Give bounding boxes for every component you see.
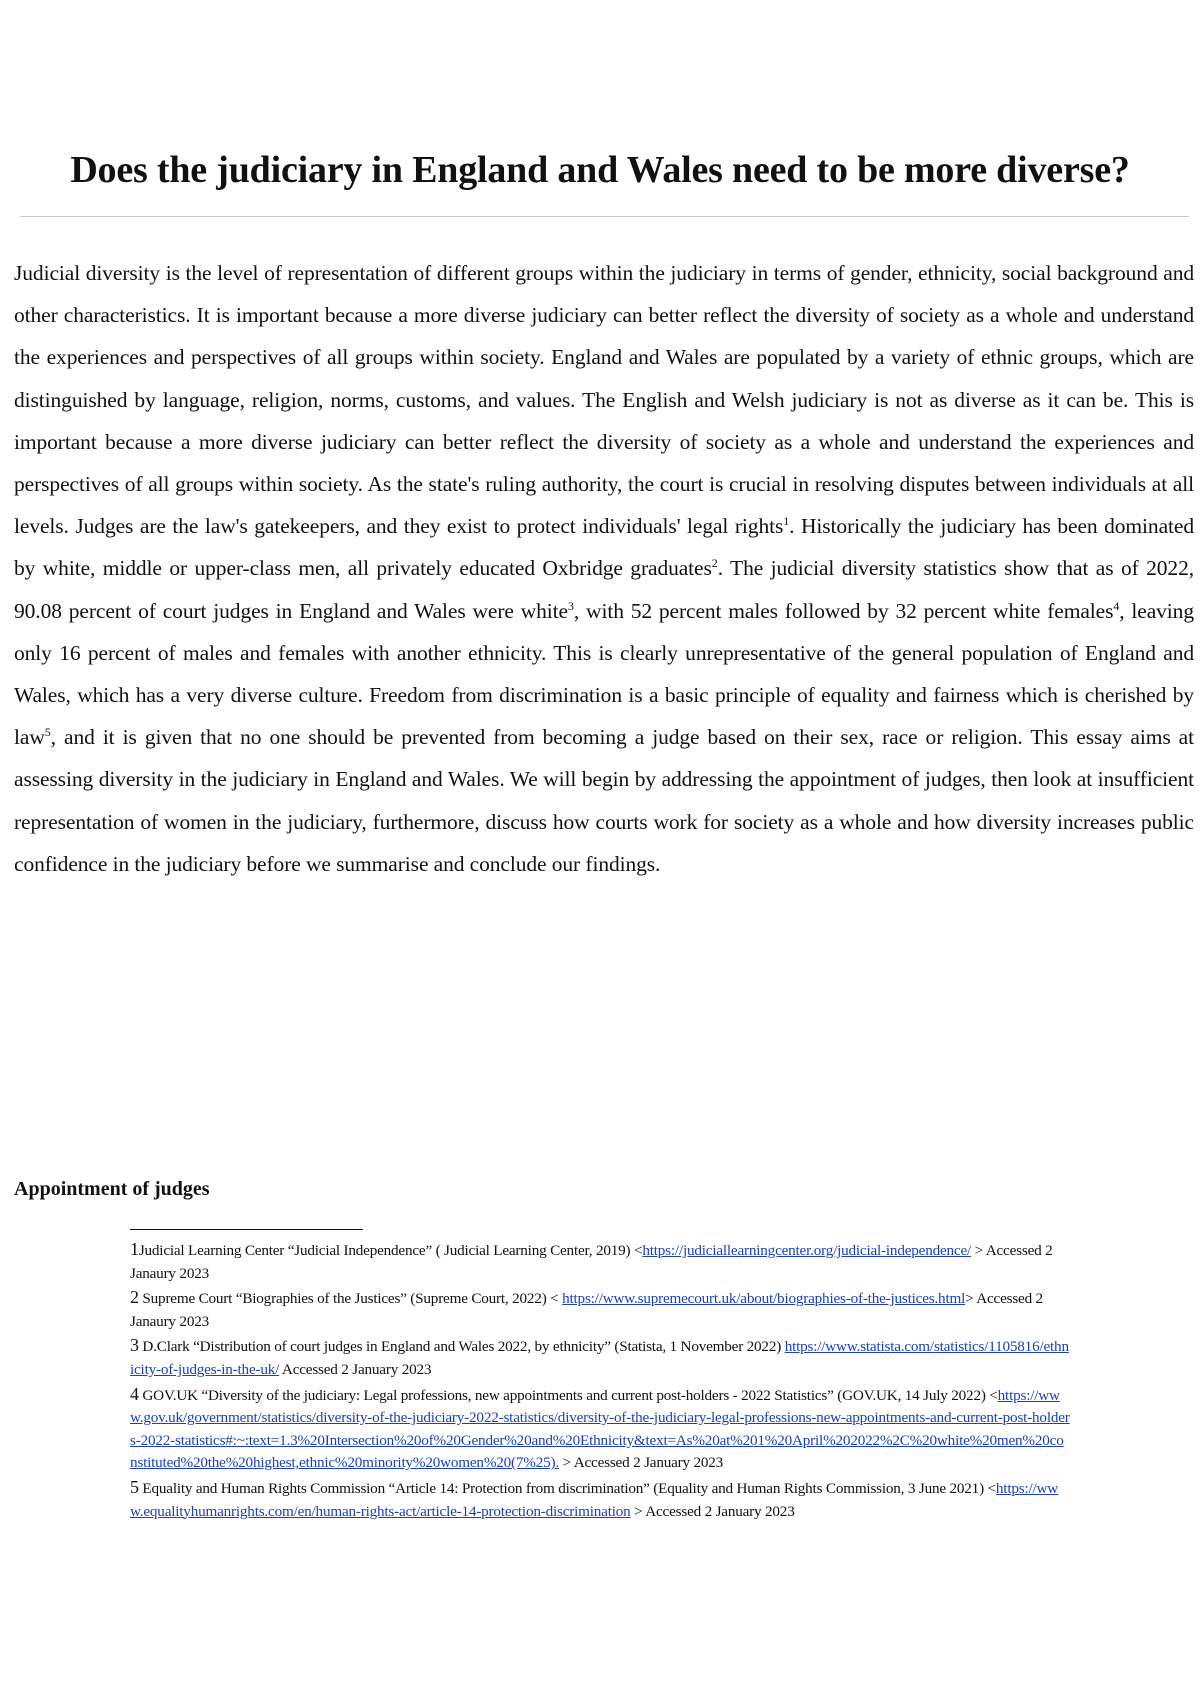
footnote-ref-5[interactable]: 5 <box>44 725 51 740</box>
body-text-segment: , with 52 percent males followed by 32 percent white females <box>573 598 1114 623</box>
footnote-number: 3 <box>130 1335 139 1356</box>
footnote-item <box>130 1238 1070 1285</box>
footnote-item <box>130 1476 1070 1523</box>
body-text-segment: Judicial diversity is the level of representation of different groups within the judiciary in terms of gender, ethnicity, social background and other characteristics. It is important because a more diverse judiciary can better reflect the diversity of society as a whole and understand the experiences and perspectives of all groups within society. England and Wales are populated by a variety of ethnic groups, which are distinguished by language, religion, norms, customs, and values. The English and Welsh judiciary is not as diverse as it can be. This is important because a more diverse judiciary can better reflect the diversity of society as a whole and understand the experiences and perspectives of all groups within society. As the state's ruling authority, the court is crucial in resolving disputes between individuals at all levels. Judges are the law's gatekeepers, and they exist to protect individuals' legal rights <box>14 261 1194 539</box>
body-text-segment: , and it is given that no one should be prevented from becoming a judge based on their sex, race or religion. This essay aims at assessing diversity in the judiciary in England and Wales. We will begin by addressing the appointment of judges, then look at insufficient representation of women in the judiciary, furthermore, discuss how courts work for society as a whole and how diversity increases public confidence in the judiciary before we summarise and conclude our findings. <box>14 725 1194 876</box>
footnote-text: > Accessed 2 Janaury 2023 <box>130 1242 1053 1282</box>
footnotes-list <box>130 1238 1070 1524</box>
footnote-text: D.Clark “Distribution of court judges in England and Wales 2022, by ethnicity” (Statista, 1 November 2022) <box>138 1338 785 1356</box>
footnote-number: 4 <box>130 1383 139 1404</box>
footnote-ref-1[interactable]: 1 <box>783 514 790 529</box>
section-heading: Appointment of judges <box>14 1178 210 1200</box>
footnote-ref-3[interactable]: 3 <box>567 598 574 613</box>
footnote-item <box>130 1383 1070 1475</box>
footnote-link[interactable]: https://www.gov.uk/government/statistics/diversity-of-the-judiciary-2022-statistics/diversity-of-the-judiciary-legal-professions-new-appointments-and-current-post-holders-2022-statistics#:~:text=1.3%20Intersection%20of%20Gender%20and%20Ethnicity&text=As%20at%201%20April%202022%2C%20white%20men%20constituted%20the%20highest,ethnic%20minority%20women%20(7%25). <box>130 1386 1070 1472</box>
footnote-link[interactable]: https://judiciallearningcenter.org/judicial-independence/ <box>642 1242 972 1259</box>
footnote-number: 1 <box>130 1239 139 1259</box>
intro-paragraph <box>14 252 1194 885</box>
footnote-text: > Accessed 2 January 2023 <box>630 1502 795 1520</box>
footnote-text: > Accessed 2 Janaury 2023 <box>130 1290 1043 1330</box>
title-divider <box>20 216 1189 217</box>
footnote-link[interactable]: https://www.equalityhumanrights.com/en/human-rights-act/article-14-protection-discrimination <box>130 1479 1059 1520</box>
footnote-text: Judicial Learning Center “Judicial Independence” ( Judicial Learning Center, 2019) < <box>138 1242 643 1259</box>
footnote-ref-4[interactable]: 4 <box>1113 598 1120 613</box>
body-text-segment: , leaving only 16 percent of males and females with another ethnicity. This is clearly unrepresentative of the general population of England and Wales, which has a very diverse culture. Freedom from discrimination is a basic principle of equality and fairness which is cherished by law <box>14 598 1194 750</box>
footnote-text: Equality and Human Rights Commission “Article 14: Protection from discrimination” (Equality and Human Rights Commission, 3 June 2021) < <box>138 1479 996 1497</box>
body-text-segment: . The judicial diversity statistics show that as of 2022, 90.08 percent of court judges in England and Wales were white <box>14 556 1195 623</box>
footnote-text: Accessed 2 January 2023 <box>279 1360 432 1378</box>
document-title: Does the judiciary in England and Wales need to be more diverse? <box>70 149 1130 191</box>
footnote-number: 5 <box>130 1476 139 1497</box>
footnote-item <box>130 1334 1070 1381</box>
footnote-link[interactable]: https://www.supremecourt.uk/about/biographies-of-the-justices.html <box>562 1290 966 1308</box>
footnote-separator <box>130 1229 363 1230</box>
footnote-text: Supreme Court “Biographies of the Justices” (Supreme Court, 2022) < <box>138 1290 563 1308</box>
footnote-text: > Accessed 2 January 2023 <box>559 1454 724 1472</box>
footnote-ref-2[interactable]: 2 <box>711 556 718 571</box>
footnote-text: GOV.UK “Diversity of the judiciary: Legal professions, new appointments and current post-holders - 2022 Statistics” (GOV.UK, 14 July 2022) < <box>138 1386 998 1404</box>
footnote-item <box>130 1286 1070 1333</box>
footnote-link[interactable]: https://www.statista.com/statistics/1105816/ethnicity-of-judges-in-the-uk/ <box>130 1338 1069 1378</box>
footnote-number: 2 <box>130 1287 139 1308</box>
body-text-segment: . Historically the judiciary has been dominated by white, middle or upper-class men, all privately educated Oxbridge graduates <box>14 514 1194 581</box>
